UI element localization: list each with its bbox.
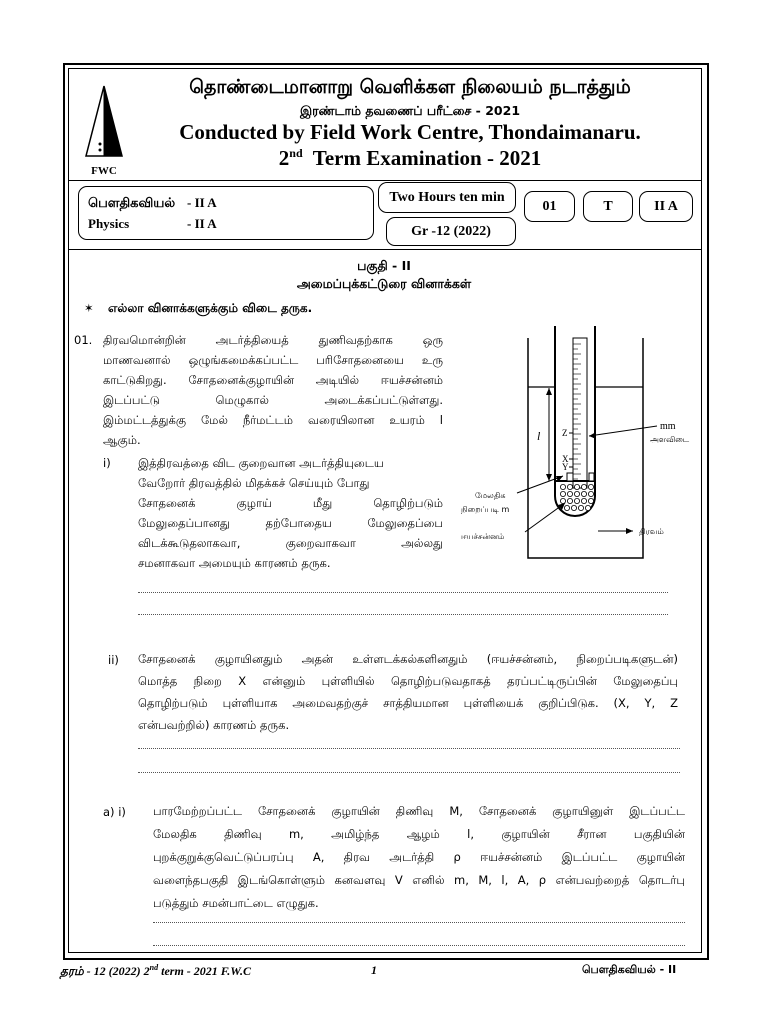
q1-a-line: படுத்தும் சமன்பாட்டை எழுதுக. [153, 896, 319, 910]
q1-intro-line: மாணவனால் ஒழுங்கமைக்கப்பட்ட பரிசோதனையை உரு [103, 353, 443, 367]
footer-subject: பௌதிகவியல் - II [582, 963, 677, 976]
answer-line[interactable] [138, 772, 680, 773]
q1-a-text [153, 800, 685, 915]
mm-label: mm [660, 421, 676, 432]
info-rule [68, 249, 702, 250]
q1-ii-label: ii) [108, 653, 119, 667]
test-tube-diagram [445, 318, 705, 570]
q1-intro-line: திரவமொன்றின் அடர்த்தியைத் துணிவதற்காக ஒரு [103, 333, 443, 347]
point-y-label: Y [562, 462, 569, 472]
footer-grade: தரம் - 12 (2022) 2 [60, 964, 150, 978]
footer-sup: nd [149, 963, 159, 972]
question-number: 01. [74, 333, 93, 347]
q1-intro-line: இம்மட்டத்துக்கு மேல் நீர்மட்டம் வரையிலான உயரம் l [103, 413, 443, 427]
q1-a-line: மேலதிக திணிவு m, அமிழ்ந்த ஆழம் l, குழாயின் சீரான பகுதியின் [153, 827, 685, 841]
extra-mass-label: மேலதிக [475, 491, 506, 500]
code-box-1: 01 [524, 191, 575, 222]
grade-box: Gr -12 (2022) [386, 217, 516, 246]
q1-a-line: புறக்குறுக்குவெட்டுப்பரப்பு A, திரவ அடர்த்தி ρ ஈயச்சன்னம் இடப்பட்ட குழாயின் [153, 850, 685, 864]
page-number: 1 [371, 963, 377, 977]
subject-tamil: பௌதிகவியல் [88, 195, 176, 210]
point-z-label: Z [562, 428, 568, 438]
q1-a-line: பாரமேற்றப்பட்ட சோதனைக் குழாயின் திணிவு M, சோதனைக் குழாயினுள் இடப்பட்ட [153, 804, 685, 818]
lead-pointer [525, 503, 565, 532]
extra-mass-label-2: நிறைப்படி m [461, 505, 510, 514]
subject-tamil-part: - II A [187, 195, 217, 210]
q1-intro-line: இடப்பட்டு மெழுகால் அடைக்கப்பட்டுள்ளது. [103, 393, 443, 407]
exam-title [130, 146, 690, 171]
center-title-tamil: தொண்டைமானாறு வெளிக்கள நிலையம் நடாத்தும் [189, 76, 631, 98]
extra-mass [567, 473, 573, 481]
scale-pointer [589, 426, 657, 436]
answer-line[interactable] [138, 592, 668, 593]
q1-i-text [138, 453, 443, 573]
q1-i-line: விடக்கூடுதலாகவா, குறைவாகவா அல்லது [138, 536, 443, 550]
q1-ii-line: மொத்த நிறை X என்னும் புள்ளியில் தொழிற்படுவதாகத் தரப்பட்டிருப்பின் மேலுதைப்பு [138, 674, 678, 688]
q1-intro [103, 330, 443, 450]
subject-english: Physics [88, 216, 130, 231]
lead-shot-label: ஈயச்சன்னம் [461, 532, 505, 541]
center-title-english: Conducted by Field Work Centre, Thondaimanaru. [179, 120, 641, 144]
q1-ii-line: என்பவற்றில்) காரணம் தருக. [138, 718, 290, 732]
point-x-label: X [562, 454, 569, 464]
answer-line[interactable] [153, 922, 685, 923]
subject-english-part: - II A [187, 216, 217, 231]
code-box-3: II A [639, 191, 693, 222]
code-box-2: T [583, 191, 633, 222]
liquid-label: திரவம் [639, 527, 664, 536]
footer-left [60, 963, 251, 980]
q1-i-line: வேறோர் திரவத்தில் மிதக்கச் செய்யும் போது [138, 476, 370, 490]
q1-i-line: மேலுதைப்பானது தற்போதைய மேலுதைப்பை [138, 516, 443, 530]
q1-intro-line: ஆகும். [103, 433, 141, 447]
exam-ordinal-sup: nd [289, 146, 303, 160]
q1-i-label: i) [103, 456, 111, 470]
part-title: அமைப்புக்கட்டுரை வினாக்கள் [296, 276, 472, 291]
logo-text: FWC [91, 165, 117, 177]
duration-box: Two Hours ten min [378, 182, 516, 213]
q1-a-line: வளைந்தபகுதி இடங்கொள்ளும் கனவளவு V எனில் m, M, l, A, ρ என்பவற்றைத் தொடர்பு [153, 873, 685, 887]
mm-scale [573, 338, 587, 488]
instruction-bullet: ✶ [84, 301, 94, 315]
answer-line[interactable] [138, 614, 668, 615]
q1-ii-line: சோதனைக் குழாயினதும் அதன் உள்ளடக்கல்களினதும் (ஈயச்சன்னம், நிறைப்படிகளுடன்) [138, 652, 678, 666]
exam-title-text: Term Examination - 2021 [312, 146, 542, 170]
scale-label: அளவிடை [650, 435, 690, 444]
answer-line[interactable] [153, 945, 685, 946]
q1-ii-text [138, 648, 678, 736]
instruction-text: எல்லா வினாக்களுக்கும் விடை தருக. [108, 301, 313, 315]
header-rule [68, 180, 702, 181]
q1-ii-line: தொழிற்படும் புள்ளியாக அமைவதற்குச் சாத்தியமான புள்ளியைக் குறிப்பிடுக. (X, Y, Z [138, 696, 678, 710]
exam-subtitle-tamil: இரண்டாம் தவணைப் பரீட்சை - 2021 [299, 103, 521, 118]
q1-i-line: சமனாகவா அமையும் காரணம் தருக. [138, 556, 331, 570]
height-label: l [537, 429, 541, 443]
q1-a-label: a) i) [103, 805, 126, 819]
part-label: பகுதி - II [357, 258, 411, 273]
fwc-logo [78, 82, 130, 180]
answer-line[interactable] [138, 748, 680, 749]
exam-ordinal: 2 [278, 146, 290, 170]
footer-term: term - 2021 F.W.C [158, 964, 252, 978]
extra-mass [589, 473, 594, 481]
q1-i-line: இத்திரவத்தை விட குறைவான அடர்த்தியுடைய [138, 456, 384, 470]
q1-i-line: சோதனைக் குழாய் மீது தொழிற்படும் [138, 496, 443, 510]
q1-intro-line: காட்டுகிறது. சோதனைக்குழாயின் அடியில் ஈயச்சன்னம் [103, 373, 443, 387]
